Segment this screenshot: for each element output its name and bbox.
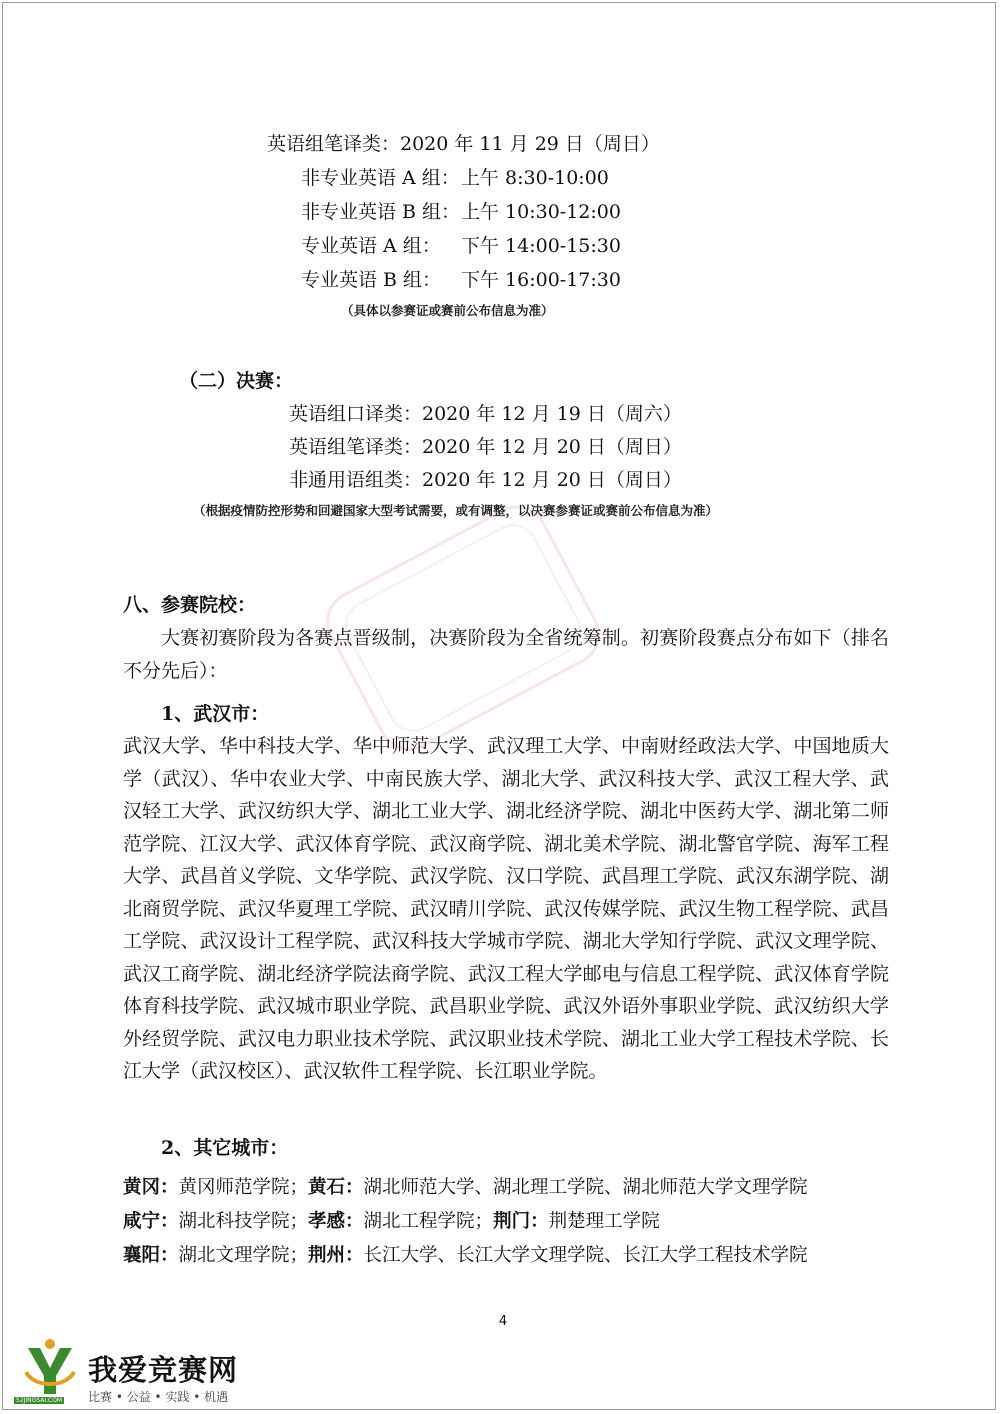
schedule-time: 上午 10:30-12:00 <box>461 201 621 223</box>
city-schools: 湖北工程学院； <box>363 1211 494 1232</box>
city-schools: 湖北文理学院； <box>178 1245 309 1266</box>
section-heading: 八、参赛院校： <box>123 594 257 616</box>
finals-row: 英语组口译类：2020 年 12 月 19 日（周六） <box>289 403 682 425</box>
schedule-label: 专业英语 A 组： <box>301 235 441 257</box>
city-row <box>123 1207 660 1233</box>
schedule-time: 下午 16:00-17:30 <box>461 269 621 291</box>
schedule-label: 非专业英语 B 组： <box>301 201 461 223</box>
schedule-label: 非专业英语 A 组： <box>301 167 460 189</box>
city-row <box>123 1241 808 1267</box>
schedule-row <box>301 163 609 190</box>
schedule-row <box>301 265 621 292</box>
section-intro: 大赛初赛阶段为各赛点晋级制，决赛阶段为全省统筹制。初赛阶段赛点分布如下（排名不分先后）： <box>123 627 889 682</box>
city-name: 咸宁： <box>123 1211 179 1232</box>
city-name: 黄冈： <box>123 1177 179 1198</box>
schedule-time: 上午 8:30-10:00 <box>461 167 609 189</box>
finals-row: 非通用语组类：2020 年 12 月 20 日（周日） <box>289 469 682 491</box>
page-number: 4 <box>498 1314 508 1329</box>
schedule-row <box>301 231 621 258</box>
city-schools: 长江大学、长江大学文理学院、长江大学工程技术学院 <box>363 1245 808 1266</box>
city-name: 荆州： <box>308 1245 364 1266</box>
schedule-heading: 英语组笔译类：2020 年 11 月 29 日（周日） <box>267 133 660 155</box>
city-name: 黄石： <box>308 1177 364 1198</box>
site-tagline: 比赛 • 公益 • 实践 • 机遇 <box>88 1390 229 1404</box>
wuhan-school-list: 武汉大学、华中科技大学、华中师范大学、武汉理工大学、中南财经政法大学、中国地质大学（武汉）、华中农业大学、中南民族大学、湖北大学、武汉科技大学、武汉工程大学、武汉轻工大学、武汉纺织大学、湖北工业大学、湖北经济学院、湖北中医药大学、湖北第二师范学院、江汉大学、武汉体育学院、武汉商学院、湖北美术学院、湖北警官学院、海军工程大学、武昌首义学院、文华学院、武汉学院、汉口学院、武昌理工学院、武汉东湖学院、湖北商贸学院、武汉华夏理工学院、武汉晴川学院、武汉传媒学院、武汉生物工程学院、武昌工学院、武汉设计工程学院、武汉科技大学城市学院、湖北大学知行学院、武汉文理学院、武汉工商学院、湖北经济学院法商学院、武汉工程大学邮电与信息工程学院、武汉体育学院体育科技学院、武汉城市职业学院、武昌职业学院、武汉外语外事职业学院、武汉纺织大学外经贸学院、武汉电力职业技术学院、武汉职业技术学院、湖北工业大学工程技术学院、长江大学（武汉校区）、武汉软件工程学院、长江职业学院。 <box>123 735 889 1082</box>
page <box>2 2 996 1410</box>
finals-note: （根据疫情防控形势和回避国家大型考试需要，或有调整，以决赛参赛证或赛前公布信息为准） <box>193 503 719 518</box>
finals-row: 英语组笔译类：2020 年 12 月 20 日（周日） <box>289 436 682 458</box>
city-schools: 荆楚理工学院 <box>548 1211 660 1232</box>
city-schools: 黄冈师范学院； <box>178 1177 309 1198</box>
wuhan-heading: 1、武汉市： <box>161 703 270 725</box>
city-row <box>123 1173 808 1199</box>
schedule-row <box>301 197 621 224</box>
city-name: 襄阳： <box>123 1245 179 1266</box>
city-name: 孝感： <box>308 1211 364 1232</box>
other-cities-heading: 2、其它城市： <box>161 1137 289 1159</box>
site-name: 我爱竞赛网 <box>88 1353 239 1387</box>
finals-heading: （二）决赛： <box>179 370 294 392</box>
schedule-time: 下午 14:00-15:30 <box>461 235 621 257</box>
city-schools: 湖北科技学院； <box>178 1211 309 1232</box>
schedule-label: 专业英语 B 组： <box>301 269 442 291</box>
city-name: 荆门： <box>493 1211 549 1232</box>
city-schools: 湖北师范大学、湖北理工学院、湖北师范大学文理学院 <box>363 1177 808 1198</box>
schedule-note: （具体以参赛证或赛前公布信息为准） <box>341 303 554 318</box>
site-url: 52JINGSAI.COM <box>16 1397 63 1404</box>
